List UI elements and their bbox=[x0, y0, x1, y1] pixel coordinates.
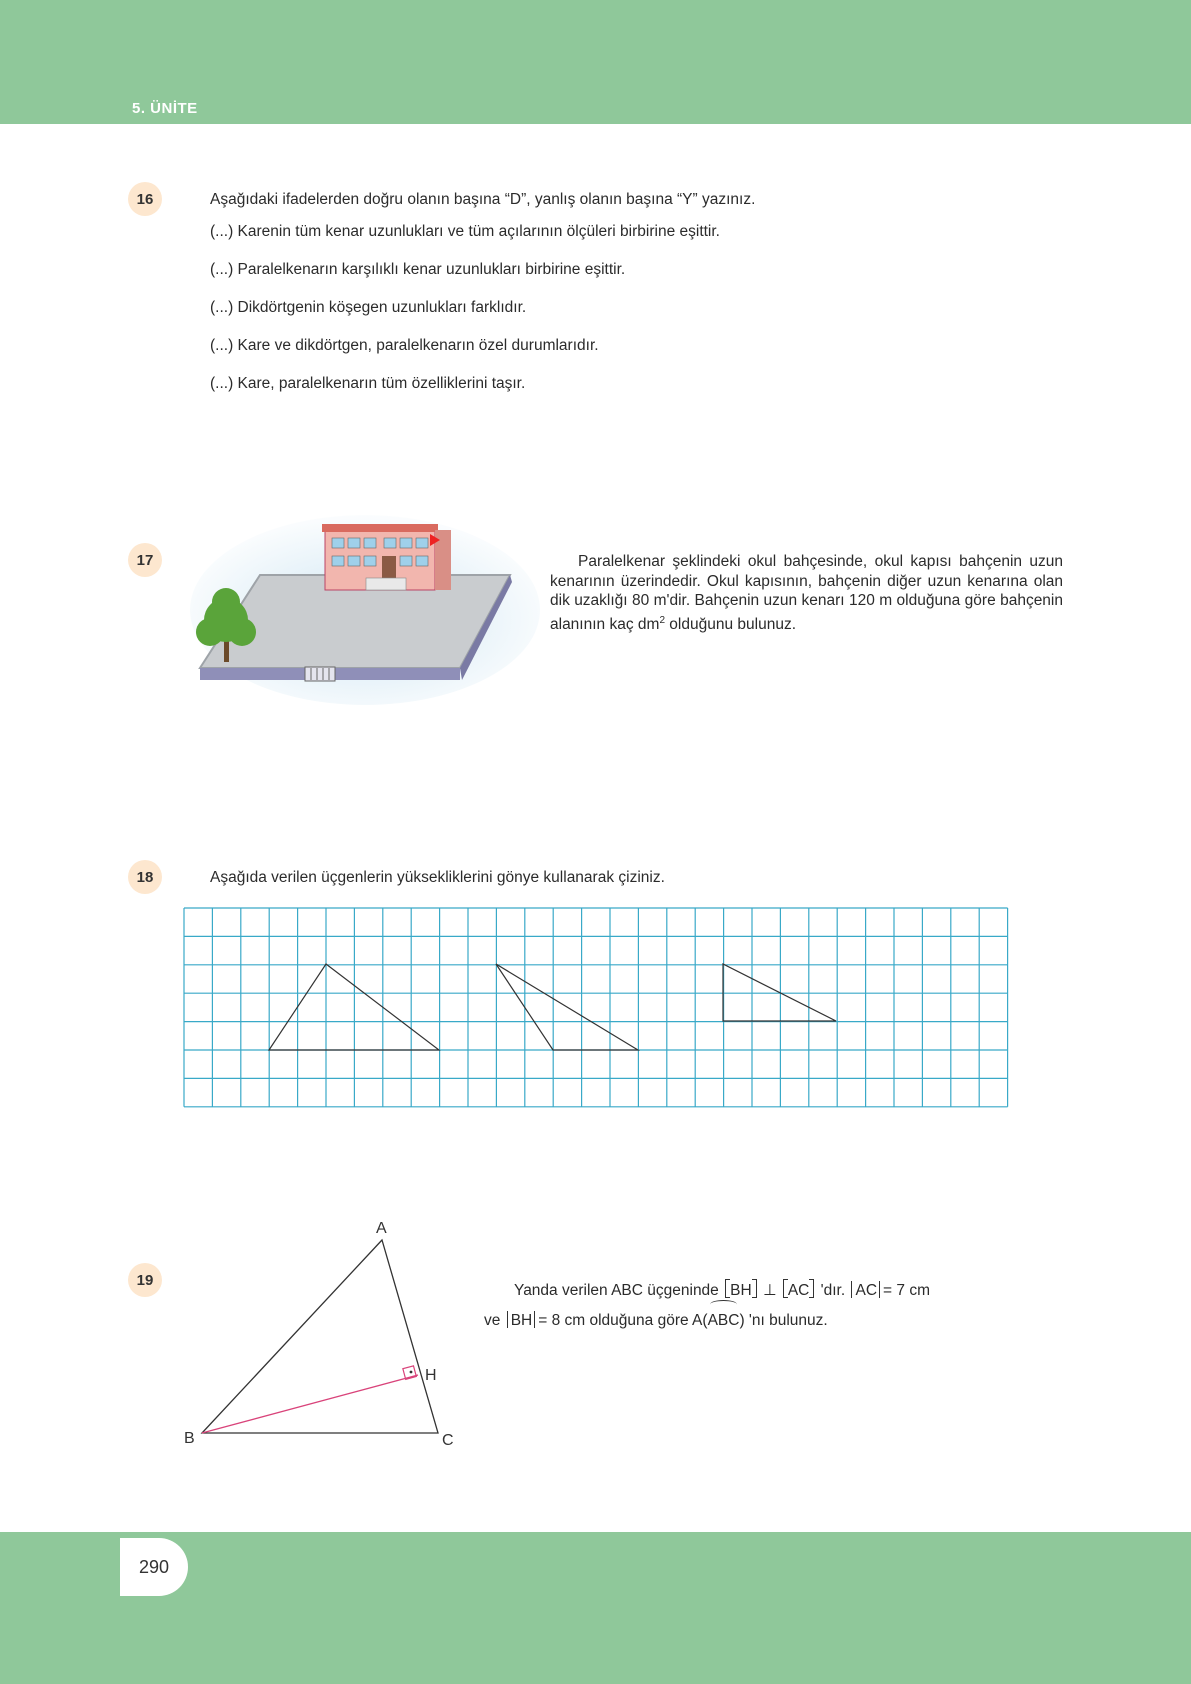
q19-dir: 'dır. bbox=[820, 1282, 846, 1299]
question-16-number: 16 bbox=[128, 182, 162, 216]
q19-ac-1: AC bbox=[787, 1282, 810, 1299]
question-17-text bbox=[550, 552, 1063, 634]
label-c: C bbox=[442, 1432, 454, 1449]
question-18-number: 18 bbox=[128, 860, 162, 894]
question-18-instruction: Aşağıda verilen üçgenlerin yüksekliklerini gönye kullanarak çiziniz. bbox=[210, 869, 665, 886]
question-16-instruction: Aşağıdaki ifadelerden doğru olanın başına “D”, yanlış olanın başına “Y” yazınız. bbox=[210, 191, 756, 208]
q19-bh-eq: = 8 cm olduğuna göre A( bbox=[538, 1312, 708, 1329]
q19-end: ) 'nı bulunuz. bbox=[739, 1312, 828, 1329]
statement-2[interactable]: (...) Paralelkenarın karşılıklı kenar uzunlukları birbirine eşittir. bbox=[210, 261, 626, 278]
segment-bracket-right bbox=[809, 1279, 814, 1298]
label-a: A bbox=[376, 1220, 387, 1237]
tree-trunk bbox=[224, 640, 229, 662]
building-roof bbox=[322, 524, 438, 532]
statement-1[interactable]: (...) Karenin tüm kenar uzunlukları ve tüm açılarının ölçüleri birbirine eşittir. bbox=[210, 223, 720, 240]
perpendicular-symbol: ⊥ bbox=[762, 1282, 777, 1299]
statement-5[interactable]: (...) Kare, paralelkenarın tüm özelliklerini taşır. bbox=[210, 375, 526, 392]
statement-3[interactable]: (...) Dikdörtgenin köşegen uzunlukları farklıdır. bbox=[210, 299, 527, 316]
statement-4[interactable]: (...) Kare ve dikdörtgen, paralelkenarın özel durumlarıdır. bbox=[210, 337, 599, 354]
right-angle-dot bbox=[410, 1371, 413, 1374]
angle-abc: ABC bbox=[708, 1306, 740, 1336]
question-17-superscript: 2 bbox=[659, 614, 665, 626]
q19-ac-2: AC bbox=[855, 1282, 878, 1299]
abs-bar bbox=[851, 1281, 852, 1298]
question-19-text bbox=[484, 1276, 1064, 1336]
school-gate bbox=[305, 667, 335, 681]
segment-bracket-right bbox=[752, 1279, 757, 1298]
triangle-abc bbox=[202, 1240, 438, 1433]
label-h: H bbox=[425, 1367, 437, 1384]
square-grid bbox=[184, 908, 1010, 1108]
triangle-2-shape[interactable] bbox=[496, 964, 638, 1050]
q19-part1: Yanda verilen ABC üçgeninde bbox=[514, 1282, 719, 1299]
q19-bh-1: BH bbox=[730, 1282, 752, 1299]
abs-bar bbox=[879, 1281, 880, 1298]
height-bh bbox=[202, 1375, 418, 1433]
question-16-statements bbox=[210, 222, 720, 412]
page-number: 290 bbox=[120, 1538, 188, 1596]
unit-label: 5. ÜNİTE bbox=[132, 100, 198, 117]
question-17-main: Paralelkenar şeklindeki okul bahçesinde, okul kapısı bahçenin uzun kenarının üzerindedir. Okul kapısının, bahçenin diğer uzun kenarına olan dik uzaklığı 80 m'dir. Bahçenin uzun kenarı 120 m olduğuna göre bahçenin alanının kaç dm bbox=[550, 553, 1063, 633]
label-b: B bbox=[184, 1430, 195, 1447]
entrance-steps bbox=[366, 578, 406, 590]
q19-bh-2: BH bbox=[510, 1312, 533, 1329]
building-door bbox=[382, 556, 396, 580]
q19-ac-eq: = 7 cm bbox=[883, 1282, 930, 1299]
school-garden-illustration bbox=[190, 520, 540, 710]
question-17-end: olduğunu bulunuz. bbox=[665, 615, 797, 633]
q19-ve: ve bbox=[484, 1312, 501, 1329]
question-17-number: 17 bbox=[128, 543, 162, 577]
abs-bar bbox=[507, 1311, 508, 1328]
abs-bar bbox=[534, 1311, 535, 1328]
triangle-3-shape[interactable] bbox=[723, 964, 836, 1021]
triangle-abc-figure bbox=[180, 1215, 480, 1455]
question-19-number: 19 bbox=[128, 1263, 162, 1297]
